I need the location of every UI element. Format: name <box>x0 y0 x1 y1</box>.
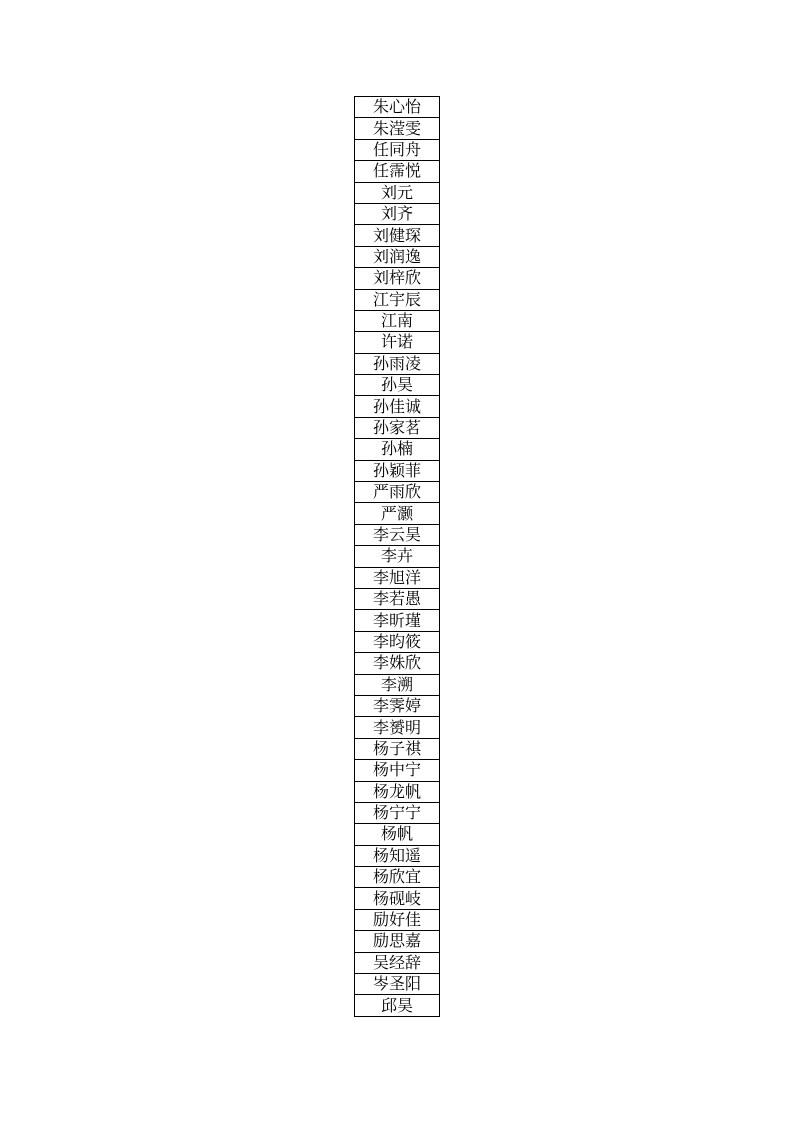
table-row <box>355 952 440 973</box>
table-row <box>355 974 440 995</box>
table-row <box>355 310 440 331</box>
table-row <box>355 845 440 866</box>
table-row <box>355 631 440 652</box>
table-row <box>355 867 440 888</box>
name-cell: 杨宁宁 <box>355 802 440 823</box>
name-cell: 杨龙帆 <box>355 781 440 802</box>
name-cell: 严灏 <box>355 503 440 524</box>
name-cell: 李旭洋 <box>355 567 440 588</box>
name-cell: 孙颖菲 <box>355 460 440 481</box>
table-row <box>355 588 440 609</box>
table-row <box>355 182 440 203</box>
name-cell: 李若愚 <box>355 588 440 609</box>
name-cell: 岑圣阳 <box>355 974 440 995</box>
name-cell: 励好佳 <box>355 909 440 930</box>
name-cell: 杨中宁 <box>355 760 440 781</box>
name-cell: 杨欣宜 <box>355 867 440 888</box>
name-cell: 孙雨凌 <box>355 353 440 374</box>
table-row <box>355 909 440 930</box>
table-row <box>355 610 440 631</box>
name-cell: 李昀筱 <box>355 631 440 652</box>
table-row <box>355 567 440 588</box>
name-cell: 孙昊 <box>355 375 440 396</box>
name-cell: 刘梓欣 <box>355 268 440 289</box>
name-cell: 许诺 <box>355 332 440 353</box>
table-row <box>355 417 440 438</box>
table-row <box>355 139 440 160</box>
name-cell: 朱滢雯 <box>355 118 440 139</box>
name-cell: 朱心怡 <box>355 97 440 118</box>
table-row <box>355 931 440 952</box>
name-cell: 李赟明 <box>355 717 440 738</box>
name-cell: 江宇辰 <box>355 289 440 310</box>
table-row <box>355 888 440 909</box>
name-cell: 李昕瑾 <box>355 610 440 631</box>
table-row <box>355 203 440 224</box>
table-row <box>355 97 440 118</box>
table-row <box>355 375 440 396</box>
table-row <box>355 995 440 1016</box>
name-cell: 李溯 <box>355 674 440 695</box>
name-cell: 邱昊 <box>355 995 440 1016</box>
table-row <box>355 503 440 524</box>
name-cell: 任同舟 <box>355 139 440 160</box>
table-row <box>355 332 440 353</box>
name-cell: 杨知遥 <box>355 845 440 866</box>
table-row <box>355 824 440 845</box>
name-cell: 李姝欣 <box>355 653 440 674</box>
table-row <box>355 653 440 674</box>
table-row <box>355 439 440 460</box>
name-cell: 孙家茗 <box>355 417 440 438</box>
table-row <box>355 760 440 781</box>
table-row <box>355 738 440 759</box>
table-row <box>355 161 440 182</box>
table-row <box>355 289 440 310</box>
table-row <box>355 246 440 267</box>
name-cell: 刘齐 <box>355 203 440 224</box>
table-row <box>355 546 440 567</box>
name-cell: 刘元 <box>355 182 440 203</box>
table-row <box>355 717 440 738</box>
table-row <box>355 781 440 802</box>
table-row <box>355 118 440 139</box>
name-cell: 杨帆 <box>355 824 440 845</box>
name-cell: 任霈悦 <box>355 161 440 182</box>
table-row <box>355 353 440 374</box>
table-row <box>355 674 440 695</box>
name-cell: 杨砚岐 <box>355 888 440 909</box>
table-row <box>355 225 440 246</box>
table-row <box>355 524 440 545</box>
table-row <box>355 460 440 481</box>
table-row <box>355 268 440 289</box>
name-cell: 严雨欣 <box>355 482 440 503</box>
name-cell: 孙佳诚 <box>355 396 440 417</box>
name-cell: 吴经辞 <box>355 952 440 973</box>
name-cell: 刘健琛 <box>355 225 440 246</box>
name-cell: 励思嘉 <box>355 931 440 952</box>
name-list-table <box>354 96 440 1017</box>
table-row <box>355 396 440 417</box>
name-cell: 李云昊 <box>355 524 440 545</box>
name-cell: 李卉 <box>355 546 440 567</box>
name-cell: 孙楠 <box>355 439 440 460</box>
name-list-body <box>355 97 440 1017</box>
name-cell: 刘润逸 <box>355 246 440 267</box>
table-row <box>355 802 440 823</box>
name-cell: 李霁婷 <box>355 695 440 716</box>
table-row <box>355 482 440 503</box>
name-cell: 杨子祺 <box>355 738 440 759</box>
table-row <box>355 695 440 716</box>
name-cell: 江南 <box>355 310 440 331</box>
